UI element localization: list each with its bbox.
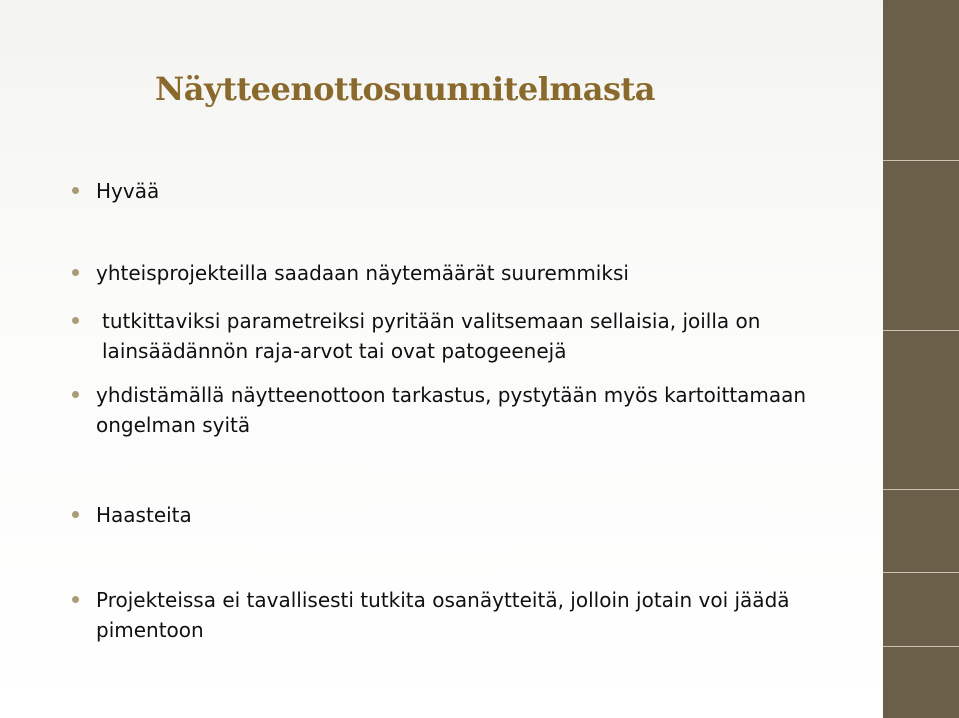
bullet-text: Projekteissa ei tavallisesti tutkita osanäytteitä, jolloin jotain voi jäädä pimentoon — [96, 588, 790, 642]
bullet-item — [72, 585, 832, 645]
bullet-dot-icon — [72, 596, 79, 603]
bullet-item — [72, 176, 832, 206]
bullet-item — [72, 380, 832, 440]
sidebar-divider — [883, 489, 959, 490]
bullet-text: yhteisprojekteilla saadaan näytemäärät suuremmiksi — [96, 261, 629, 285]
decorative-sidebar — [883, 0, 959, 718]
bullet-dot-icon — [72, 269, 79, 276]
slide-title: Näytteenottosuunnitelmasta — [155, 70, 656, 108]
sidebar-divider — [883, 572, 959, 573]
bullet-item — [72, 306, 792, 366]
bullet-text: tutkittaviksi parametreiksi pyritään valitsemaan sellaisia, joilla on lainsäädännön raja-arvot tai ovat patogeenejä — [102, 309, 761, 363]
bullet-text: Hyvää — [96, 179, 160, 203]
bullet-text: Haasteita — [96, 503, 192, 527]
sidebar-divider — [883, 646, 959, 647]
bullet-item — [72, 500, 832, 530]
bullet-dot-icon — [72, 511, 79, 518]
bullet-dot-icon — [72, 391, 79, 398]
sidebar-divider — [883, 330, 959, 331]
bullet-text: yhdistämällä näytteenottoon tarkastus, pystytään myös kartoittamaan ongelman syitä — [96, 383, 807, 437]
sidebar-divider — [883, 160, 959, 161]
bullet-dot-icon — [72, 187, 79, 194]
bullet-item — [72, 258, 832, 288]
bullet-dot-icon — [72, 317, 79, 324]
